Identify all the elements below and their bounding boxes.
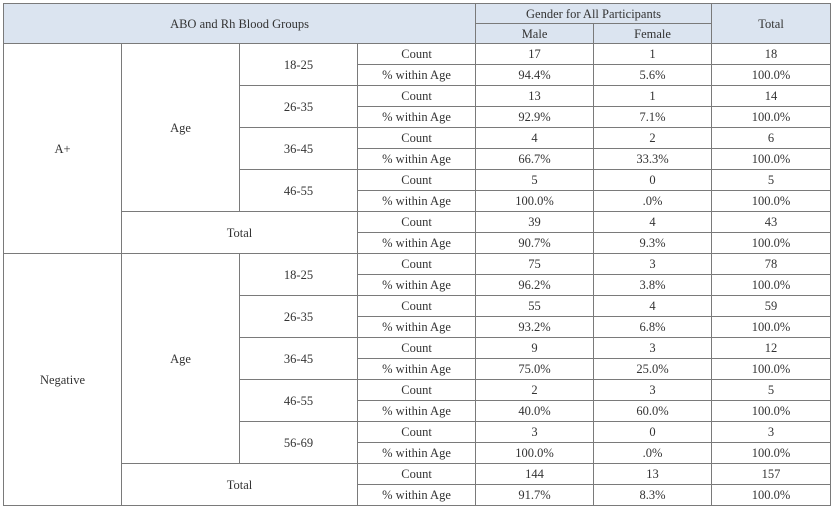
total-value: 5 xyxy=(712,170,831,191)
header-title: ABO and Rh Blood Groups xyxy=(4,4,476,44)
male-value: 100.0% xyxy=(476,191,594,212)
male-value: 39 xyxy=(476,212,594,233)
total-value: 100.0% xyxy=(712,359,831,380)
female-value: 60.0% xyxy=(594,401,712,422)
age-range: 36-45 xyxy=(240,128,358,170)
header-gender-group: Gender for All Participants xyxy=(476,4,712,24)
stat-label: % within Age xyxy=(358,233,476,254)
total-value: 100.0% xyxy=(712,191,831,212)
stat-label: Count xyxy=(358,44,476,65)
female-value: 3 xyxy=(594,380,712,401)
female-value: .0% xyxy=(594,191,712,212)
age-range: 46-55 xyxy=(240,380,358,422)
male-value: 93.2% xyxy=(476,317,594,338)
male-value: 2 xyxy=(476,380,594,401)
stat-label: Count xyxy=(358,212,476,233)
stat-label: Count xyxy=(358,254,476,275)
total-value: 157 xyxy=(712,464,831,485)
male-value: 66.7% xyxy=(476,149,594,170)
total-value: 14 xyxy=(712,86,831,107)
male-value: 75.0% xyxy=(476,359,594,380)
male-value: 96.2% xyxy=(476,275,594,296)
total-value: 100.0% xyxy=(712,401,831,422)
female-value: 3 xyxy=(594,338,712,359)
age-range: 26-35 xyxy=(240,86,358,128)
group-total-label: Total xyxy=(122,464,358,506)
age-range: 18-25 xyxy=(240,44,358,86)
stat-label: % within Age xyxy=(358,65,476,86)
female-value: 0 xyxy=(594,170,712,191)
total-value: 12 xyxy=(712,338,831,359)
female-value: 25.0% xyxy=(594,359,712,380)
female-value: 9.3% xyxy=(594,233,712,254)
stat-label: % within Age xyxy=(358,317,476,338)
stat-label: % within Age xyxy=(358,275,476,296)
female-value: 7.1% xyxy=(594,107,712,128)
header-female: Female xyxy=(594,24,712,44)
female-value: 1 xyxy=(594,86,712,107)
total-value: 100.0% xyxy=(712,107,831,128)
male-value: 13 xyxy=(476,86,594,107)
header-total: Total xyxy=(712,4,831,44)
stat-label: % within Age xyxy=(358,359,476,380)
blood-group-label: Negative xyxy=(4,254,122,506)
total-value: 59 xyxy=(712,296,831,317)
age-range: 46-55 xyxy=(240,170,358,212)
male-value: 92.9% xyxy=(476,107,594,128)
total-value: 6 xyxy=(712,128,831,149)
stat-label: % within Age xyxy=(358,443,476,464)
stat-label: Count xyxy=(358,128,476,149)
male-value: 5 xyxy=(476,170,594,191)
male-value: 9 xyxy=(476,338,594,359)
total-value: 5 xyxy=(712,380,831,401)
stat-label: Count xyxy=(358,86,476,107)
female-value: 13 xyxy=(594,464,712,485)
stat-label: Count xyxy=(358,422,476,443)
female-value: 3 xyxy=(594,254,712,275)
total-value: 100.0% xyxy=(712,317,831,338)
blood-group-label: A+ xyxy=(4,44,122,254)
stat-label: % within Age xyxy=(358,401,476,422)
stat-label: Count xyxy=(358,380,476,401)
male-value: 75 xyxy=(476,254,594,275)
crosstab-table xyxy=(3,3,831,506)
stat-label: % within Age xyxy=(358,191,476,212)
male-value: 4 xyxy=(476,128,594,149)
group-total-label: Total xyxy=(122,212,358,254)
stat-label: Count xyxy=(358,464,476,485)
age-range: 26-35 xyxy=(240,296,358,338)
table-header xyxy=(4,4,831,44)
male-value: 55 xyxy=(476,296,594,317)
female-value: 5.6% xyxy=(594,65,712,86)
male-value: 40.0% xyxy=(476,401,594,422)
age-range: 36-45 xyxy=(240,338,358,380)
stat-label: Count xyxy=(358,338,476,359)
table-row xyxy=(4,254,831,275)
male-value: 3 xyxy=(476,422,594,443)
header-male: Male xyxy=(476,24,594,44)
total-value: 18 xyxy=(712,44,831,65)
age-range: 56-69 xyxy=(240,422,358,464)
table-body xyxy=(4,44,831,506)
male-value: 17 xyxy=(476,44,594,65)
male-value: 94.4% xyxy=(476,65,594,86)
age-label: Age xyxy=(122,254,240,464)
female-value: 4 xyxy=(594,296,712,317)
total-value: 43 xyxy=(712,212,831,233)
total-value: 100.0% xyxy=(712,149,831,170)
total-value: 3 xyxy=(712,422,831,443)
female-value: 0 xyxy=(594,422,712,443)
stat-label: % within Age xyxy=(358,149,476,170)
age-label: Age xyxy=(122,44,240,212)
table-row xyxy=(4,44,831,65)
female-value: 3.8% xyxy=(594,275,712,296)
male-value: 90.7% xyxy=(476,233,594,254)
female-value: 6.8% xyxy=(594,317,712,338)
total-value: 100.0% xyxy=(712,275,831,296)
stat-label: Count xyxy=(358,296,476,317)
total-value: 100.0% xyxy=(712,65,831,86)
female-value: 1 xyxy=(594,44,712,65)
total-value: 78 xyxy=(712,254,831,275)
table-row-total xyxy=(4,464,831,485)
male-value: 144 xyxy=(476,464,594,485)
female-value: 2 xyxy=(594,128,712,149)
total-value: 100.0% xyxy=(712,485,831,506)
female-value: 33.3% xyxy=(594,149,712,170)
female-value: 8.3% xyxy=(594,485,712,506)
stat-label: Count xyxy=(358,170,476,191)
female-value: .0% xyxy=(594,443,712,464)
stat-label: % within Age xyxy=(358,485,476,506)
table-row-total xyxy=(4,212,831,233)
male-value: 100.0% xyxy=(476,443,594,464)
age-range: 18-25 xyxy=(240,254,358,296)
total-value: 100.0% xyxy=(712,233,831,254)
male-value: 91.7% xyxy=(476,485,594,506)
female-value: 4 xyxy=(594,212,712,233)
stat-label: % within Age xyxy=(358,107,476,128)
total-value: 100.0% xyxy=(712,443,831,464)
